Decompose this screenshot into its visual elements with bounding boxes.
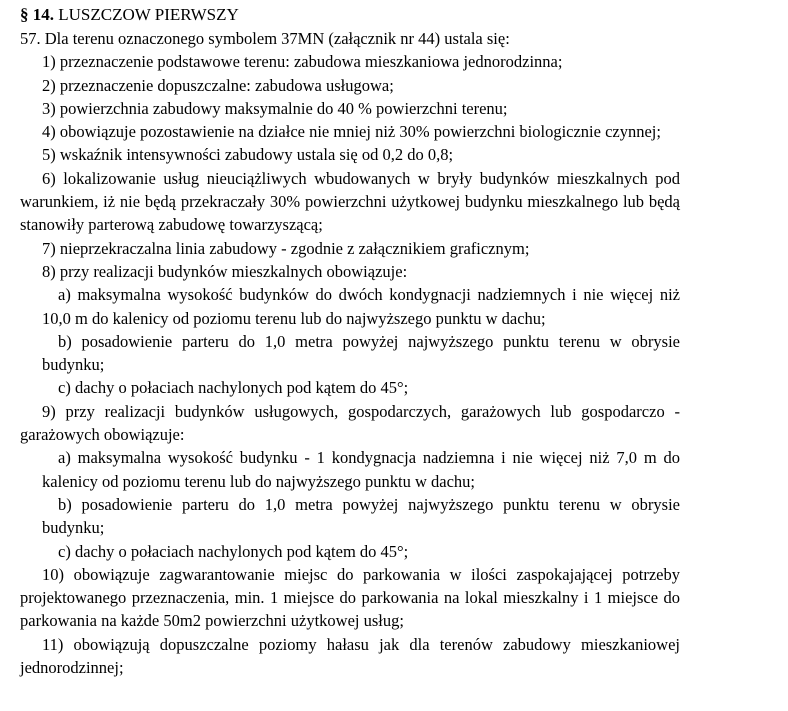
point-8a: a) maksymalna wysokość budynków do dwóch kondygnacji nadziemnych i nie więcej niż 10,0 m do kalenicy od poziomu terenu lub do najwyższego punktu w dachu; — [42, 285, 680, 328]
point-4: 4) obowiązuje pozostawienie na działce nie mniej niż 30% powierzchni biologicznie czynnej; — [42, 122, 661, 142]
point-2: 2) przeznaczenie dopuszczalne: zabudowa usługowa; — [42, 75, 394, 95]
point-9c: c) dachy o połaciach nachylonych pod kątem do 45°; — [58, 541, 409, 561]
point-3: 3) powierzchnia zabudowy maksymalnie do 40 % powierzchni terenu; — [42, 98, 508, 118]
point-7: 7) nieprzekraczalna linia zabudowy - zgodnie z załącznikiem graficznym; — [42, 238, 530, 258]
lead-paragraph: 57. Dla terenu oznaczonego symbolem 37MN (załącznik nr 44) ustala się: — [20, 29, 510, 48]
section-heading — [20, 4, 680, 26]
point-10: 10) obowiązuje zagwarantowanie miejsc do parkowania w ilości zaspokajającej potrzeby projektowanego przeznaczenia, min. 1 miejsce do parkowania na lokal mieszkalny i 1 miejsce do parkowania na każde 50m2 powierzchni użytkowej usług; — [20, 564, 680, 631]
section-number: § 14. — [20, 5, 54, 24]
point-8: 8) przy realizacji budynków mieszkalnych obowiązuje: — [42, 261, 408, 281]
point-9: 9) przy realizacji budynków usługowych, gospodarczych, garażowych lub gospodarczo - garażowych obowiązuje: — [20, 401, 680, 445]
point-8b: b) posadowienie parteru do 1,0 metra powyżej najwyższego punktu terenu w obrysie budynku; — [42, 331, 680, 375]
points-list — [20, 50, 680, 679]
point-9a: a) maksymalna wysokość budynku - 1 kondygnacja nadziemna i nie więcej niż 7,0 m do kalenicy od poziomu terenu lub do najwyższego punktu w dachu; — [42, 448, 680, 491]
point-1: 1) przeznaczenie podstawowe terenu: zabudowa mieszkaniowa jednorodzinna; — [42, 52, 563, 72]
point-11: 11) obowiązują dopuszczalne poziomy hałasu jak dla terenów zabudowy mieszkaniowej jednorodzinnej; — [20, 634, 680, 678]
point-6: 6) lokalizowanie usług nieuciążliwych wbudowanych w bryły budynków mieszkalnych pod warunkiem, iż nie będą przekraczały 30% powierzchni użytkowej budynku mieszkalnego lub będą stanowiły parterową zabudowę towarzyszącą; — [20, 168, 680, 235]
point-8c: c) dachy o połaciach nachylonych pod kątem do 45°; — [58, 378, 409, 398]
section-title: LUSZCZOW PIERWSZY — [58, 5, 239, 24]
point-9b: b) posadowienie parteru do 1,0 metra powyżej najwyższego punktu terenu w obrysie budynku; — [42, 494, 680, 538]
point-5: 5) wskaźnik intensywności zabudowy ustala się od 0,2 do 0,8; — [42, 145, 454, 165]
document-content — [20, 4, 680, 679]
